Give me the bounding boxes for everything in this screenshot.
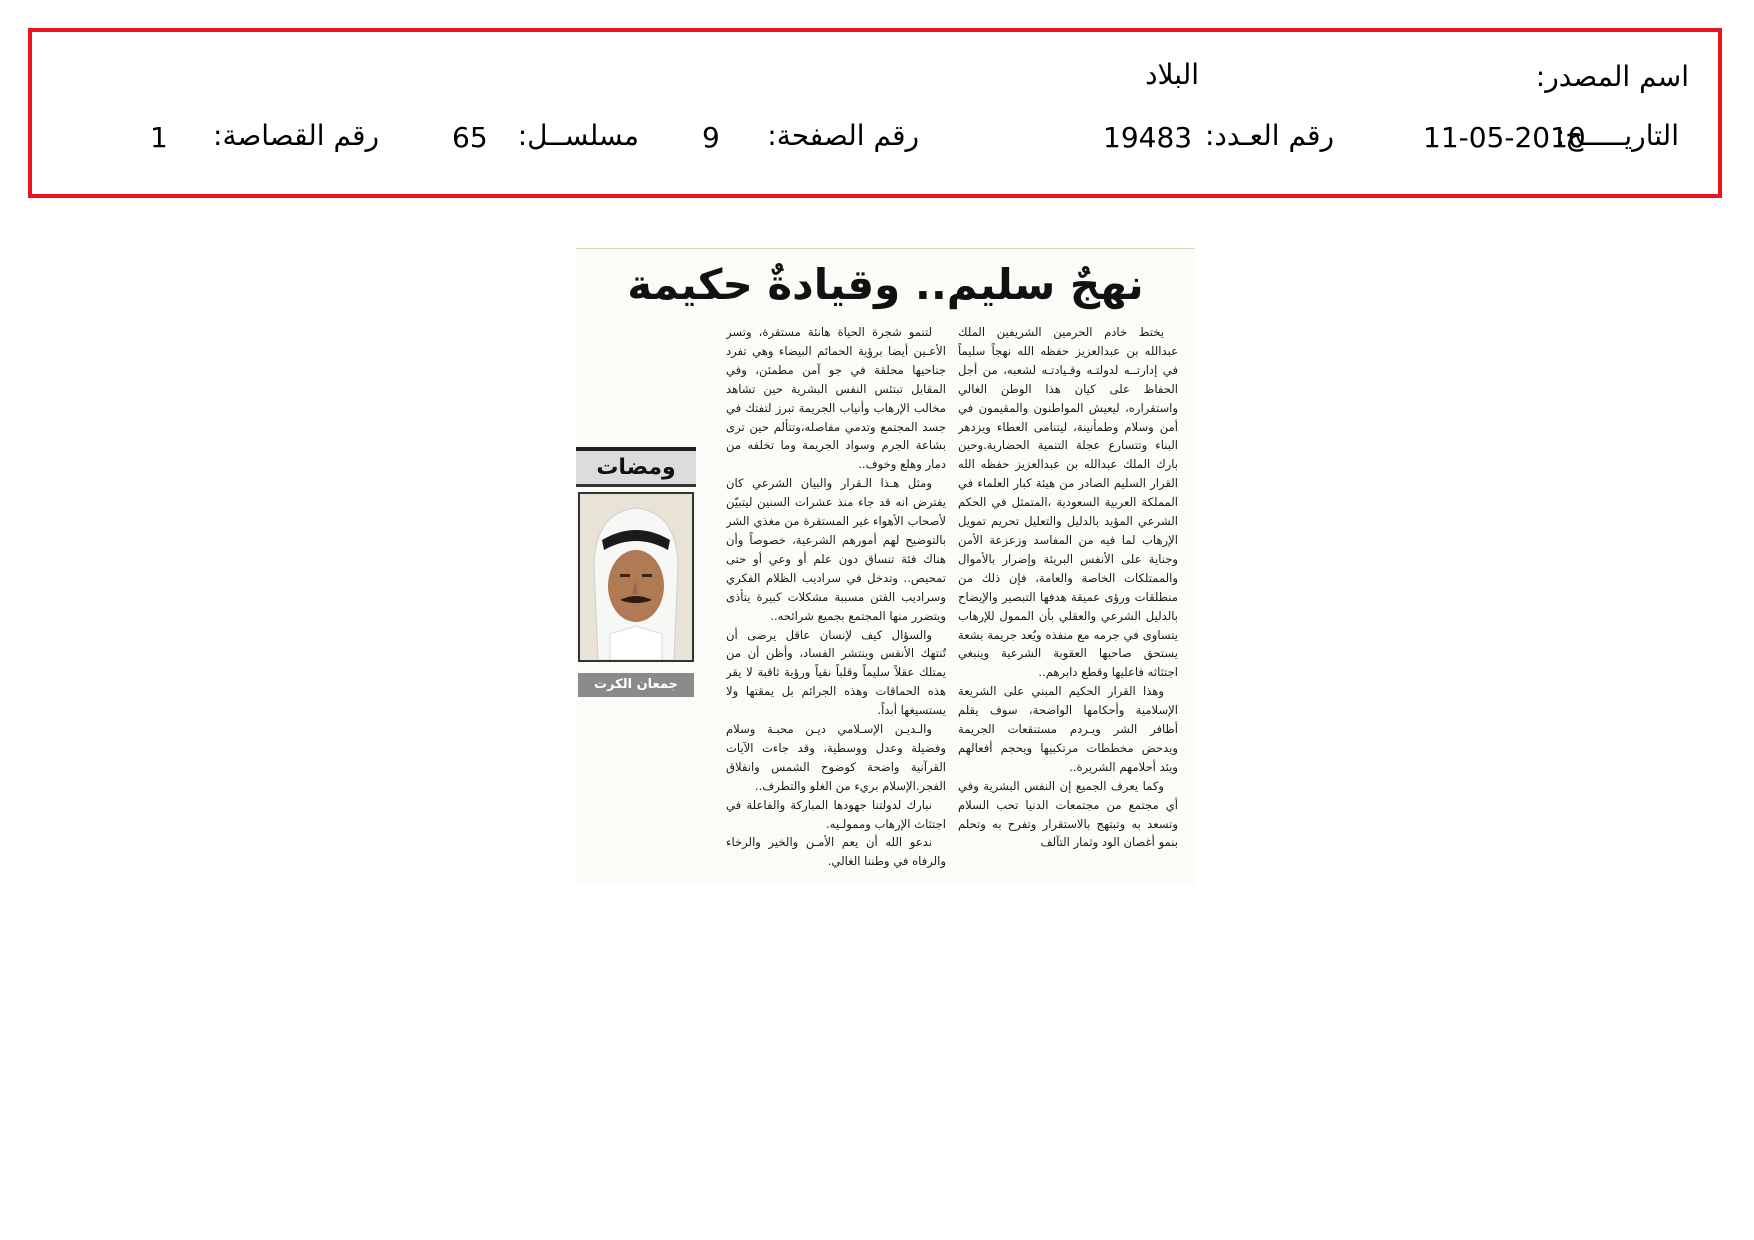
- clipping-info-box: [28, 28, 1722, 198]
- article-column-right: [958, 323, 1178, 879]
- paragraph: يختط خادم الحرمين الشريفين الملك عبدالله بن عبدالعزيز حفظه الله نهجاً سليماً في إدارتــه لدولتـه وقـيادتـه لشعبه، من أجل الحفاظ على كيان هذا الوطن الغالي واستقراره، ليعيش المواطنون والمقيمون في أمن وسلام وطمأنينة، ليتنامى العطاء ويزدهر البناء وتتسارع عجلة التنمية الحضارية.وحين بارك الملك عبدالله بن عبدالعزيز حفظه الله القرار السليم الصادر من هيئة كبار العلماء في المملكة العربية السعودية ،المتمثل في الحكم الشرعي المؤيد بالدليل والتعليل تحريم تمويل الإرهاب لما فيه من المفاسد وزعزعة الأمن وجناية على الأنفس البريئة وإضرار بالأموال والممتلكات الخاصة والعامة، فإن ذلك من منطلقات ورؤى عميقة هدفها التبصير والإيضاح بالدليل الشرعي والعقلي بأن الممول للإرهاب يتساوى في جرمه مع منفذه ويُعد جريمة بشعة يستحق صاحبها العقوبة الشرعية وينبغي اجتثاثه فاعليها وقطع دابرهم..: [958, 325, 1178, 680]
- column-name: ومضات: [576, 447, 696, 487]
- paragraph: والـديـن الإسـلامي ديـن محبـة وسلام وفضيلة وعدل ووسطية، وقد جاءت الآيات القرآنية واضحة كوضوح الشمس وانفلاق الفجر.الإسلام بريء من الغلو والتطرف..: [726, 722, 946, 793]
- clip-number-label: رقم القصاصة:: [213, 119, 379, 152]
- paragraph: والسؤال كيف لإنسان عاقل يرضى أن تُنتهك الأنفس وينتشر الفساد، وأظن أن من يمتلك عقلاً سليماً وقلباً نقياً ورؤية ثاقبة لا يقر هذه الحماقات وهذه الجرائم بل يمقتها ولا يستسيغها أبداً.: [726, 627, 946, 718]
- author-name: جمعان الكرت: [578, 673, 694, 697]
- source-value: البلاد: [1145, 58, 1199, 91]
- clip-number-value: 1: [150, 121, 168, 154]
- article-headline: نهجٌ سليم.. وقيادةٌ حكيمة: [627, 260, 1144, 309]
- source-label: اسم المصدر:: [1535, 60, 1689, 93]
- paragraph: ندعو الله أن يعم الأمـن والخير والرخاء والرفاه في وطننا الغالي.: [726, 835, 946, 869]
- date-value: 11-05-2010: [1423, 121, 1586, 154]
- serial-label: مسلســل:: [517, 119, 639, 152]
- paragraph: وهذا القرار الحكيم المبني على الشريعة الإسلامية وأحكامها الواضحة، سوف يقلم أظافر الشر ويـردم مستنقعات الجريمة ويدحض مخططات مرتكبيها ويحجم أفعالهم ويئد أحلامهم الشريرة..: [958, 684, 1178, 774]
- issue-label: رقم العـدد:: [1204, 119, 1334, 152]
- author-portrait-icon: [580, 494, 692, 660]
- paragraph: ومثل هـذا الـقرار والبيان الشرعي كان يفترض انه قد جاء منذ عشرات السنين ليتبيّن لأصحاب الأهواء غير المستقرة من مغذي الشر بالتوضيح لهم أمورهم الشرعية، خصوصاً وأن هناك فئة تنساق دون علم أو وعي أو حتى تمحيص.. وتدخل في سراديب الظلام الفكري وسراديب الفتن مسببة مشكلات كبيرة يتأذى ويتضرر منها المجتمع بجميع شرائحه..: [726, 476, 946, 623]
- paragraph: نبارك لدولتنا جهودها المباركة والفاعلة في اجتثاث الإرهاب وممولـيه.: [726, 797, 946, 831]
- serial-value: 65: [452, 121, 488, 154]
- paragraph: لتنمو شجرة الحياة هانئة مستقرة، وتسر الأعـين أيضا برؤية الحمائم البيضاء وهي تفرد جناحيها محلقة في جو آمن مطمئن، وفي المقابل تبتئس النفس البشرية حين تشاهد مخالب الإرهاب وأنياب الجريمة تبرز لتفتك في جسد المجتمع وتدمي مفاصله،وتتألم حين ترى بشاعة الجرم وسواد الجريمة وما تخلفه من دمار وهلع وخوف..: [726, 325, 946, 472]
- page-label: رقم الصفحة:: [767, 119, 919, 152]
- article-column-left: [726, 323, 946, 879]
- page-value: 9: [702, 121, 720, 154]
- issue-value: 19483: [1103, 121, 1193, 154]
- author-photo: [578, 492, 694, 662]
- paragraph: وكما يعرف الجميع إن النفس البشرية وفي أي مجتمع من مجتمعات الدنيا تحب السلام وتسعد به وتبتهج بالاستقرار وتفرح به وتحلم بنمو أغصان الود وثمار التآلف: [958, 778, 1178, 850]
- date-label: التاريـــــخ:: [1555, 119, 1679, 152]
- column-sidebar: [576, 447, 696, 701]
- newspaper-clipping: [576, 248, 1195, 884]
